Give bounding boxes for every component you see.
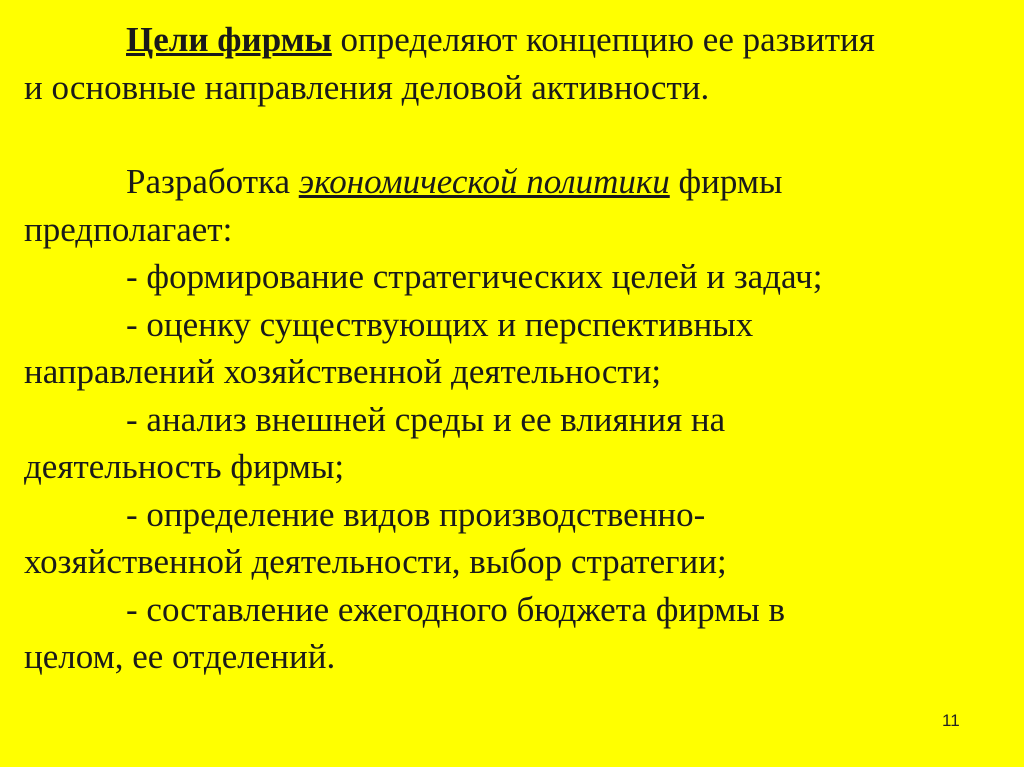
list-item-activity-types: - определение видов производственно- bbox=[126, 494, 706, 534]
goals-line-1-rest: определяют концепцию ее развития bbox=[331, 20, 875, 59]
policy-line-1-start: Разработка bbox=[126, 162, 299, 201]
page-number: 11 bbox=[942, 711, 960, 730]
list-item-activity-types-cont: хозяйственной деятельности, выбор стратегии; bbox=[24, 542, 727, 581]
list-item-assessment-cont: направлений хозяйственной деятельности; bbox=[24, 352, 662, 391]
list-item-assessment: - оценку существующих и перспективных bbox=[126, 304, 754, 344]
policy-line-1 bbox=[24, 158, 1004, 206]
paragraph-gap bbox=[24, 111, 1004, 158]
slide-body bbox=[24, 16, 1004, 681]
list-item-budget-cont: целом, ее отделений. bbox=[24, 637, 336, 676]
goals-term: Цели фирмы bbox=[126, 20, 332, 59]
policy-term: экономической политики bbox=[298, 162, 670, 201]
policy-line-2: предполагает: bbox=[24, 209, 233, 249]
policy-line-1-end: фирмы bbox=[669, 162, 783, 201]
goals-line-1 bbox=[24, 16, 1004, 64]
goals-line-2: и основные направления деловой активности. bbox=[24, 67, 710, 107]
list-item-budget: - составление ежегодного бюджета фирмы в bbox=[126, 589, 786, 629]
list-item-environment-cont: деятельность фирмы; bbox=[24, 447, 345, 486]
list-item-strategic-goals: - формирование стратегических целей и задач; bbox=[126, 257, 823, 296]
list-item-environment: - анализ внешней среды и ее влияния на bbox=[126, 399, 726, 439]
